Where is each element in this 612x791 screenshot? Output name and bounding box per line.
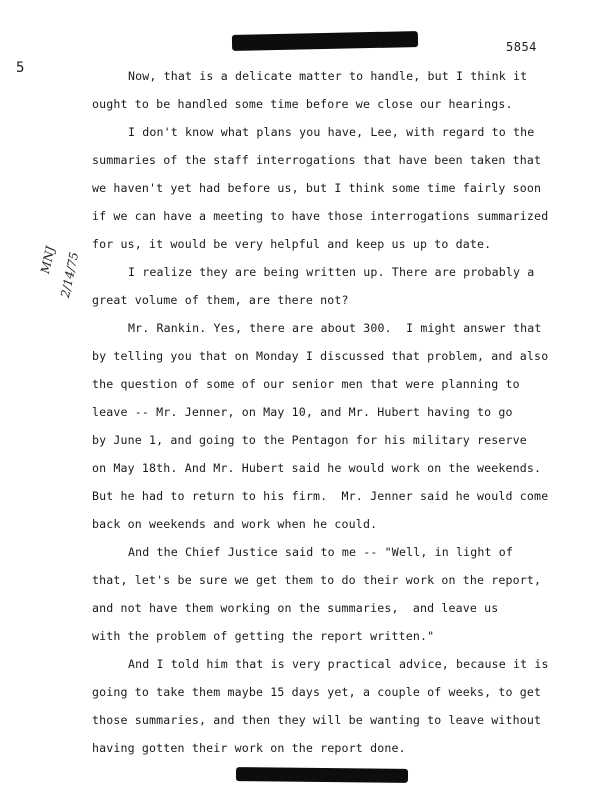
text-line: those summaries, and then they will be wanting to leave without (92, 713, 542, 727)
text-line: if we can have a meeting to have those interrogations summarized (92, 209, 549, 223)
paragraph (92, 650, 592, 762)
paragraph (92, 314, 592, 538)
text-line: with the problem of getting the report written." (92, 629, 435, 643)
line-marker: 5 (16, 60, 25, 76)
text-line: And the Chief Justice said to me -- "Well, in light of (128, 545, 514, 559)
text-line: Mr. Rankin. Yes, there are about 300. I might answer that (128, 321, 542, 335)
paragraph (92, 538, 592, 650)
handwritten-date: 2/14/75 (58, 250, 82, 299)
text-line: the question of some of our senior men that were planning to (92, 377, 520, 391)
redaction-bar-top (232, 31, 418, 51)
text-line: and not have them working on the summaries, and leave us (92, 601, 499, 615)
text-line: I realize they are being written up. There are probably a (128, 265, 535, 279)
text-line: going to take them maybe 15 days yet, a couple of weeks, to get (92, 685, 542, 699)
text-line: that, let's be sure we get them to do their work on the report, (92, 573, 542, 587)
text-line: on May 18th. And Mr. Hubert said he would work on the weekends. (92, 461, 542, 475)
text-line: I don't know what plans you have, Lee, with regard to the (128, 125, 535, 139)
text-line: But he had to return to his firm. Mr. Jenner said he would come (92, 489, 549, 503)
text-line: we haven't yet had before us, but I think some time fairly soon (92, 181, 542, 195)
text-line: Now, that is a delicate matter to handle, but I think it (128, 69, 528, 83)
text-line: summaries of the staff interrogations that have been taken that (92, 153, 542, 167)
text-line: by telling you that on Monday I discussed that problem, and also (92, 349, 549, 363)
text-line: And I told him that is very practical advice, because it is (128, 657, 549, 671)
paragraph (92, 118, 592, 258)
paragraph (92, 62, 592, 118)
transcript-body (92, 62, 592, 762)
redaction-bar-bottom (236, 767, 408, 783)
page-number: 5854 (506, 40, 537, 54)
text-line: ought to be handled some time before we close our hearings. (92, 97, 513, 111)
text-line: by June 1, and going to the Pentagon for his military reserve (92, 433, 527, 447)
text-line: back on weekends and work when he could. (92, 517, 378, 531)
text-line: having gotten their work on the report done. (92, 741, 406, 755)
text-line: great volume of them, are there not? (92, 293, 349, 307)
text-line: for us, it would be very helpful and keep us up to date. (92, 237, 492, 251)
handwritten-initials: MNJ (38, 244, 58, 275)
text-line: leave -- Mr. Jenner, on May 10, and Mr. Hubert having to go (92, 405, 513, 419)
paragraph (92, 258, 592, 314)
